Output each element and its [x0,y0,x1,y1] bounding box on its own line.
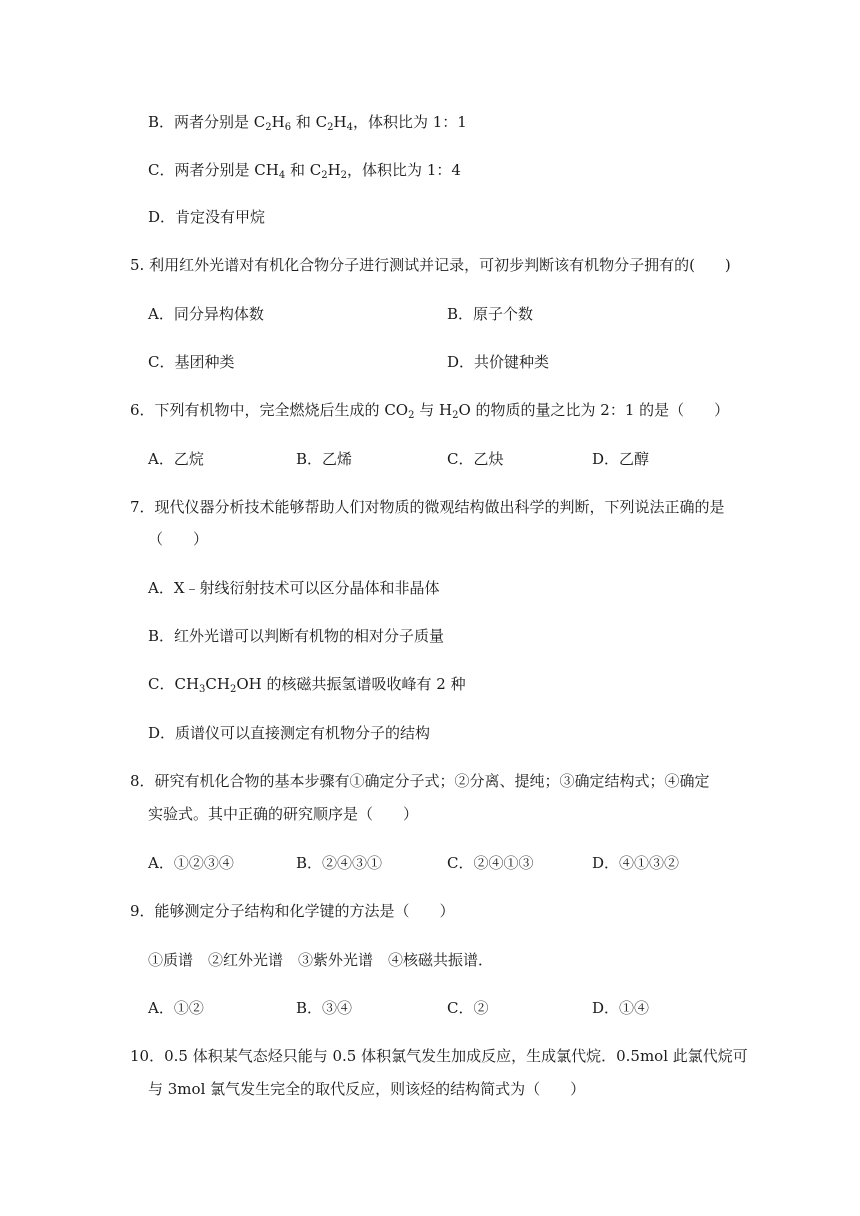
q4-option-d: D．肯定没有甲烷 [148,208,266,226]
q7-stem-line1: 7．现代仪器分析技术能够帮助人们对物质的微观结构做出科学的判断，下列说法正确的是 [130,498,725,516]
q5-option-d: D．共价键种类 [447,353,550,371]
q8-option-d: D．④①③② [592,854,680,872]
q8-stem-line1: 8．研究有机化合物的基本步骤有①确定分子式；②分离、提纯；③确定结构式；④确定 [130,772,710,790]
q6-stem: 6．下列有机物中，完全燃烧后生成的 $CO_2$ 与 $H_2O$ 的物质的量之比为 2：1 的是（ ） [130,401,730,421]
q9-option-b: B．③④ [296,999,353,1017]
q9-option-a: A．①② [148,999,204,1017]
q5-stem: 5. 利用红外光谱对有机化合物分子进行测试并记录，可初步判断该有机物分子拥有的( ) [130,256,731,274]
q7-option-d: D．质谱仪可以直接测定有机物分子的结构 [148,724,431,742]
q10-stem-line1: 10．0.5 体积某气态烃只能与 0.5 体积氯气发生加成反应，生成氯代烷．0.5mol 此氯代烷可 [130,1047,748,1065]
q6-option-b: B．乙烯 [296,450,353,468]
q5-option-a: A．同分异构体数 [148,305,264,323]
q6-option-d: D．乙醇 [592,450,650,468]
q8-stem-line2: 实验式。其中正确的研究顺序是（ ） [148,805,419,823]
q6-option-a: A．乙烷 [148,450,204,468]
q10-stem-line2: 与 3mol 氯气发生完全的取代反应，则该烃的结构简式为（ ） [148,1080,586,1098]
q4-option-b: B．两者分别是 $C_2H_6$ 和 $C_2H_4$，体积比为 1：1 [148,113,467,133]
q8-option-b: B．②④③① [296,854,383,872]
q6-option-c: C．乙炔 [447,450,504,468]
q7-option-b: B．红外光谱可以判断有机物的相对分子质量 [148,627,445,645]
q7-option-c: C．$CH_3CH_2OH$ 的核磁共振氢谱吸收峰有 2 种 [148,675,466,695]
q9-stem: 9．能够测定分子结构和化学键的方法是（ ） [130,902,455,920]
q9-option-d: D．①④ [592,999,650,1017]
q9-items: ①质谱 ②红外光谱 ③紫外光谱 ④核磁共振谱． [148,951,494,969]
q9-option-c: C．② [447,999,489,1017]
q4-option-c: C．两者分别是 $CH_4$ 和 $C_2H_2$，体积比为 1：4 [148,161,461,181]
q5-option-c: C．基团种类 [148,353,235,371]
q5-option-b: B．原子个数 [447,305,534,323]
q8-option-a: A．①②③④ [148,854,234,872]
q7-option-a: A．X﹣射线衍射技术可以区分晶体和非晶体 [148,579,440,597]
q7-stem-line2: （ ） [148,530,209,548]
q8-option-c: C．②④①③ [447,854,534,872]
